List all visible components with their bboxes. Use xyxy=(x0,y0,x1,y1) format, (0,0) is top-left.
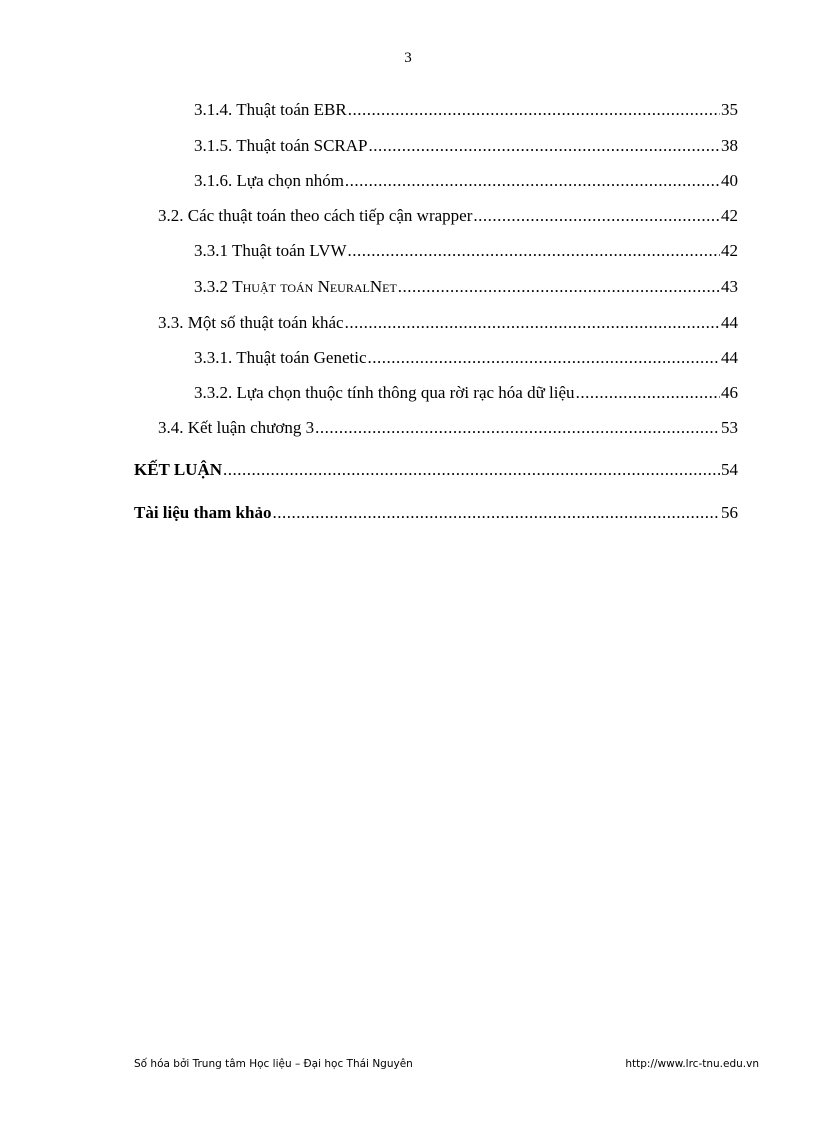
dot-leader xyxy=(367,348,720,368)
footer-source: Số hóa bởi Trung tâm Học liệu – Đại học Thái Nguyên xyxy=(134,1058,413,1070)
toc-entry-3-3-1-lvw[interactable] xyxy=(194,241,738,261)
toc-entry-label: 3.1.6. Lựa chọn nhóm xyxy=(194,171,344,190)
toc-entry-label: 3.3.2 Thuật toán NeuralNet xyxy=(194,277,397,296)
toc-entry-page: 46 xyxy=(721,383,738,402)
dot-leader xyxy=(398,277,720,297)
toc-entry-3-4[interactable] xyxy=(158,418,738,438)
toc-entry-page: 54 xyxy=(721,460,738,479)
toc-entry-page: 42 xyxy=(721,206,738,225)
toc-entry-page: 44 xyxy=(721,348,738,367)
toc-entry-label: 3.1.4. Thuật toán EBR xyxy=(194,100,347,119)
toc-entry-3-1-6[interactable] xyxy=(194,171,738,191)
toc-entry-page: 43 xyxy=(721,277,738,296)
dot-leader xyxy=(576,383,720,403)
dot-leader xyxy=(348,241,720,261)
dot-leader xyxy=(345,171,720,191)
page-number: 3 xyxy=(404,50,412,66)
dot-leader xyxy=(272,503,720,523)
toc-entry-label: 3.2. Các thuật toán theo cách tiếp cận wrapper xyxy=(158,206,473,225)
dot-leader xyxy=(348,100,720,120)
toc-entry-3-1-4[interactable] xyxy=(194,100,738,120)
dot-leader xyxy=(315,418,720,438)
toc-entry-page: 35 xyxy=(721,100,738,119)
dot-leader xyxy=(369,136,721,156)
dot-leader xyxy=(223,460,720,480)
page-footer xyxy=(134,1058,759,1070)
toc-entry-3-2[interactable] xyxy=(158,206,738,226)
toc-entry-page: 42 xyxy=(721,241,738,260)
toc-entry-label: 3.4. Kết luận chương 3 xyxy=(158,418,315,437)
dot-leader xyxy=(345,313,720,333)
toc-entry-3-3-2-discretization[interactable] xyxy=(194,383,738,403)
toc-entry-page: 44 xyxy=(721,313,738,332)
toc-entry-label: 3.3. Một số thuật toán khác xyxy=(158,313,344,332)
toc-entry-label: 3.3.2. Lựa chọn thuộc tính thông qua rời rạc hóa dữ liệu xyxy=(194,383,575,402)
toc-entry-label: 3.3.1 Thuật toán LVW xyxy=(194,241,347,260)
footer-url[interactable]: http://www.lrc-tnu.edu.vn xyxy=(625,1058,759,1070)
toc-entry-page: 40 xyxy=(721,171,738,190)
dot-leader xyxy=(473,206,720,226)
toc-entry-label: KẾT LUẬN xyxy=(134,460,223,479)
toc-entry-3-3-2-neuralnet[interactable] xyxy=(194,277,738,297)
toc-entry-tai-lieu-tham-khao[interactable] xyxy=(134,503,738,523)
toc-entry-page: 53 xyxy=(721,418,738,437)
toc-entry-page: 56 xyxy=(721,503,738,522)
toc-entry-label: 3.3.1. Thuật toán Genetic xyxy=(194,348,367,367)
toc-entry-label: 3.1.5. Thuật toán SCRAP xyxy=(194,136,368,155)
toc-entry-page: 38 xyxy=(721,136,738,155)
toc-entry-ket-luan[interactable] xyxy=(134,460,738,480)
toc-entry-3-3[interactable] xyxy=(158,313,738,333)
toc-entry-3-3-1-genetic[interactable] xyxy=(194,348,738,368)
toc-entry-label: Tài liệu tham khảo xyxy=(134,503,272,522)
toc-entry-3-1-5[interactable] xyxy=(194,136,738,156)
